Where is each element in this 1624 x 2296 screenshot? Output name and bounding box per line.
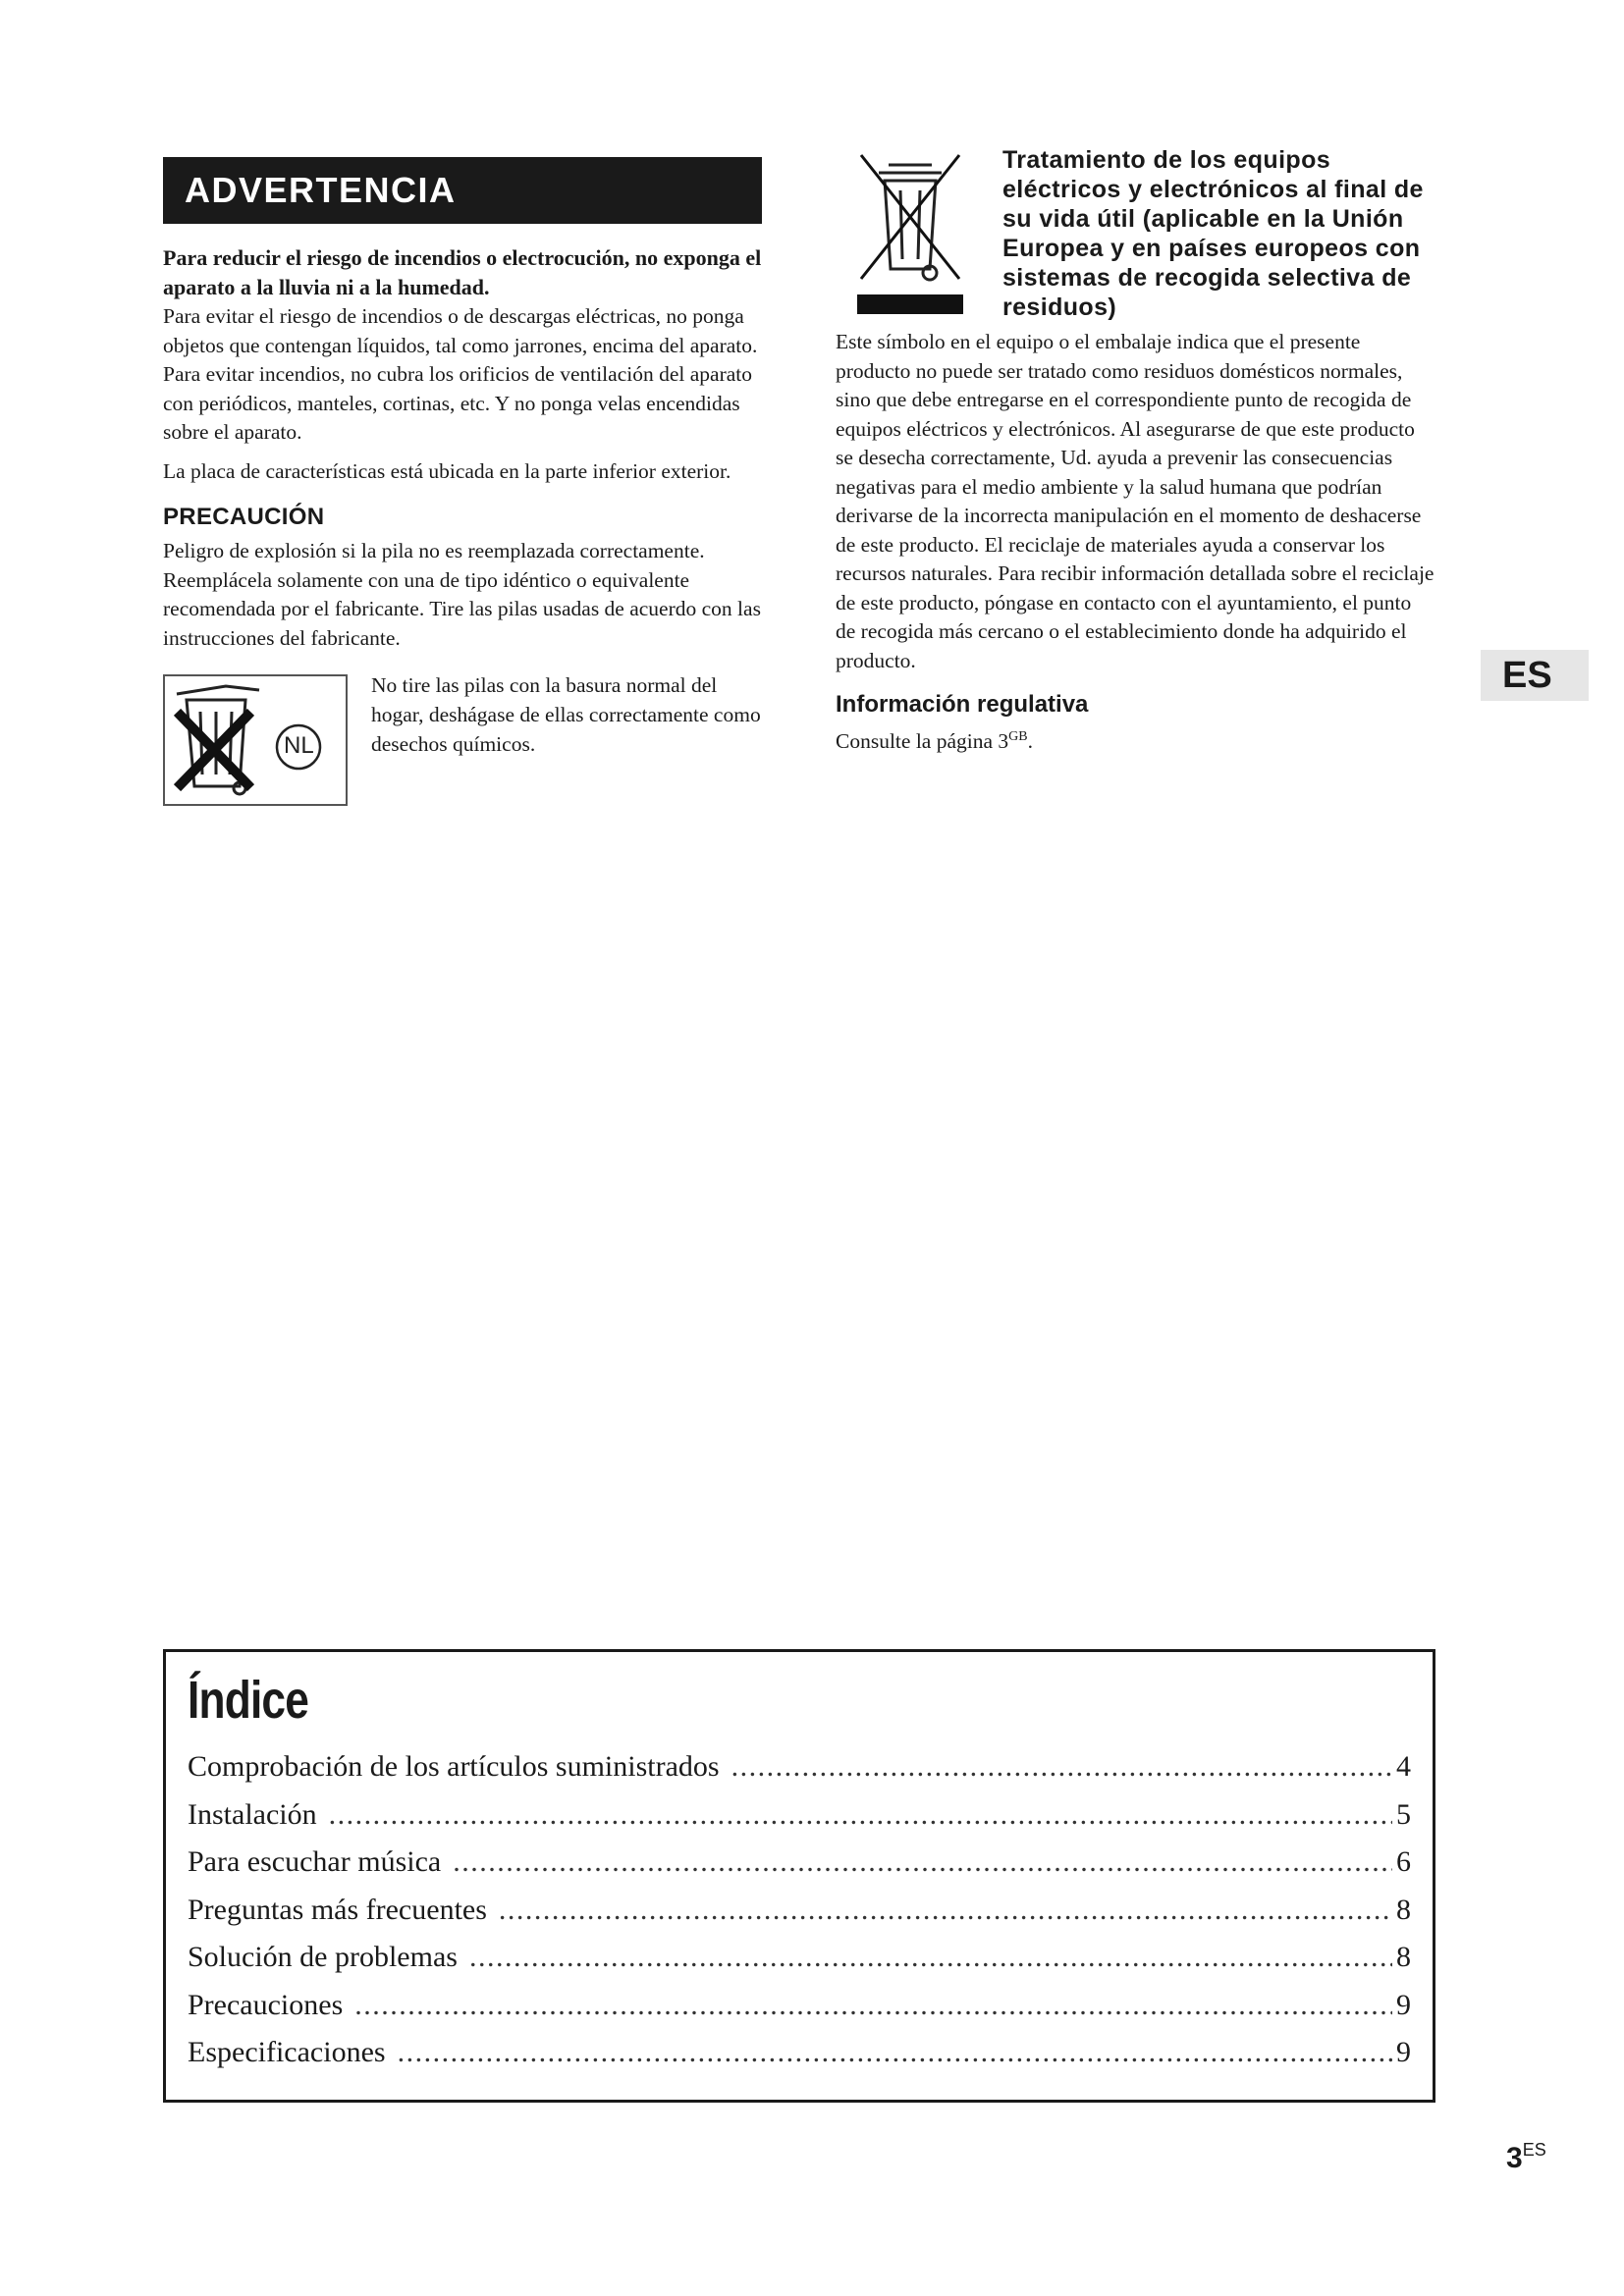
warning-paragraph: Para evitar incendios, no cubra los orificios de ventilación del aparato con periódicos, manteles, cortinas, etc. Y no ponga velas encendidas sobre el aparato. [163,362,752,444]
toc-leader-dots [469,1941,1392,1974]
toc-leader-dots [731,1750,1392,1784]
regulatory-page-suffix: GB [1008,729,1028,744]
toc-entry-page: 4 [1396,1750,1411,1783]
warning-intro: Para reducir el riesgo de incendios o electrocución, no exponga el aparato a la lluvia ni a la humedad. [163,245,762,299]
toc-entry-page: 9 [1396,1988,1411,2021]
toc-entry-label: Para escuchar música [188,1845,442,1878]
toc-entry[interactable] [188,1750,1411,1798]
toc-list [188,1750,1411,2084]
toc-entry-page: 8 [1396,1893,1411,1926]
battery-disposal-notice [163,674,762,806]
toc-entry-page: 8 [1396,1941,1411,1973]
warning-title: ADVERTENCIA [163,157,762,224]
toc-entry[interactable] [188,1989,1411,2037]
toc-entry-label: Especificaciones [188,2036,386,2068]
warning-paragraph: La placa de características está ubicada en la parte inferior exterior. [163,458,731,483]
battery-icon-label: NL [284,732,314,759]
language-tab: ES [1481,650,1589,701]
toc-entry-label: Instalación [188,1797,317,1831]
regulatory-heading: Información regulativa [836,691,1089,718]
weee-body: Este símbolo en el equipo o el embalaje indica que el presente producto no puede ser tratado como residuos domésticos normales, sino que debe entregarse en el correspondiente punto de recogida de equipos eléctricos y electrónicos. Al asegurarse de que este producto se desecha correctamente, Ud. ayuda a prevenir las consecuencias negativas para el medio ambiente y la salud humana que podrían derivarse de la incorrecta manipulación en el momento de deshacerse de este producto. El reciclaje de materiales ayuda a conservar los recursos naturales. Para recibir información detallada sobre el reciclaje de este producto, póngase en contacto con el ayuntamiento, el punto de recogida más cercano o el establecimiento donde ha adquirido el producto. [836,330,1435,672]
toc-entry-label: Preguntas más frecuentes [188,1893,487,1926]
toc-entry-page: 9 [1396,2036,1411,2068]
toc-entry[interactable] [188,1894,1411,1942]
page-number-suffix: ES [1522,2140,1546,2160]
regulatory-text: Consulte la página $3^{GB}$. [836,729,1033,754]
toc-leader-dots [453,1845,1392,1879]
toc-entry[interactable] [188,1845,1411,1894]
right-column [836,145,1435,757]
toc-entry-page: 6 [1396,1845,1411,1878]
toc-entry-label: Precauciones [188,1988,344,2021]
battery-disposal-text: No tire las pilas con la basura normal del hogar, deshágase de ellas correctamente como desechos químicos. [371,673,761,756]
toc-entry[interactable] [188,2036,1411,2084]
toc-leader-dots [499,1894,1392,1927]
table-of-contents [163,1649,1435,2103]
warning-paragraph: Para evitar el riesgo de incendios o de descargas eléctricas, no ponga objetos que contengan líquidos, tal como jarrones, encima del aparato. [163,304,758,357]
toc-entry-label: Solución de problemas [188,1941,458,1973]
toc-entry[interactable] [188,1941,1411,1989]
crossed-bin-icon [851,151,969,318]
toc-entry-page: 5 [1396,1797,1411,1831]
toc-leader-dots [398,2036,1392,2069]
toc-title: Índice [188,1671,309,1730]
caution-heading: PRECAUCIÓN [163,504,325,530]
toc-leader-dots [329,1798,1392,1832]
toc-entry[interactable] [188,1798,1411,1846]
battery-disposal-icon [163,674,348,806]
weee-heading: Tratamiento de los equipos eléctricos y electrónicos al final de su vida útil (aplicable en la Unión Europea y en países europeos con sistemas de recogida selectiva de residuos) [1002,146,1424,321]
toc-entry-label: Comprobación de los artículos suministrados [188,1750,720,1783]
caution-text: Peligro de explosión si la pila no es reemplazada correctamente. Reemplácela solamente con una de tipo idéntico o equivalente recomendada por el fabricante. Tire las pilas usadas de acuerdo con las instrucciones del fabricante. [163,539,761,650]
page-number: $3^{ES}$ [1506,2140,1546,2174]
left-column [163,157,762,806]
toc-leader-dots [354,1989,1392,2022]
